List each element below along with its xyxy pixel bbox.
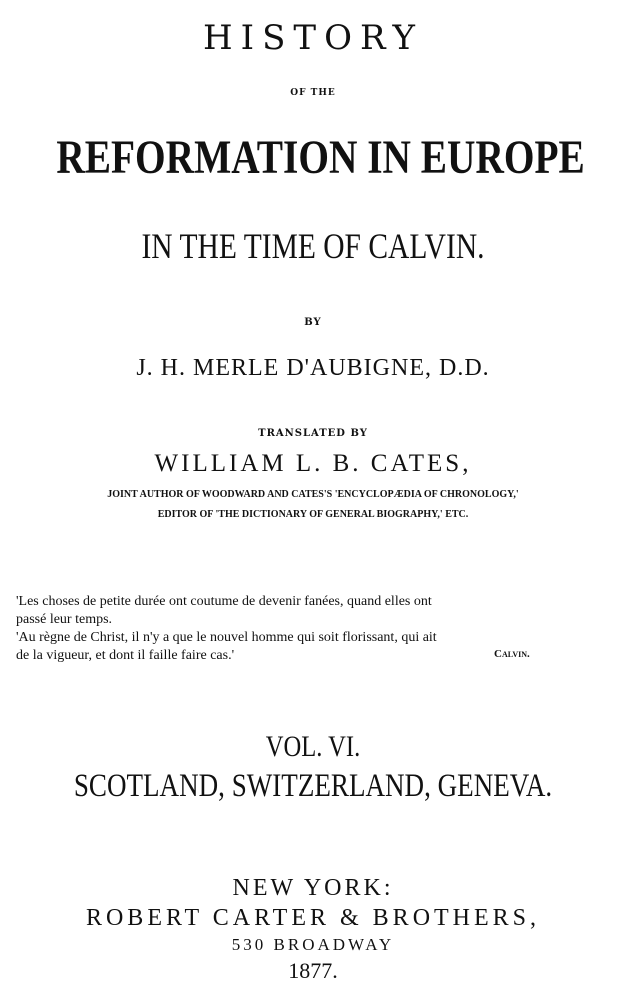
- translator-credit-2: EDITOR OF 'THE DICTIONARY OF GENERAL BIOGRAPHY,' ETC.: [157, 509, 469, 520]
- epigraph-line-4: de la vigueur, et dont il faille faire cas.': [16, 648, 235, 663]
- volume-number: VOL. VI.: [265, 730, 361, 763]
- imprint-publisher: ROBERT CARTER & BROTHERS,: [85, 905, 541, 931]
- main-title: REFORMATION IN EUROPE: [56, 131, 585, 184]
- epigraph-attribution: Calvin.: [494, 648, 530, 660]
- imprint-place: NEW YORK:: [232, 875, 394, 901]
- imprint-year: 1877.: [288, 958, 338, 983]
- title-history: HISTORY: [203, 18, 423, 58]
- translated-by-label: TRANSLATED BY: [258, 428, 368, 439]
- epigraph-line-1: 'Les choses de petite durée ont coutume de devenir fanées, quand elles ont: [16, 594, 432, 609]
- epigraph-line-3: 'Au règne de Christ, il n'y a que le nouvel homme qui soit florissant, qui ait: [16, 630, 437, 645]
- title-of-the: OF THE: [290, 88, 336, 98]
- epigraph-line-2: passé leur temps.: [16, 612, 113, 627]
- by-label: BY: [304, 317, 322, 328]
- author-name: J. H. MERLE D'AUBIGNE, D.D.: [136, 355, 490, 381]
- subtitle: IN THE TIME OF CALVIN.: [141, 226, 485, 266]
- translator-credit-1: JOINT AUTHOR OF WOODWARD AND CATES'S 'ENCYCLOPÆDIA OF CHRONOLOGY,': [107, 489, 519, 500]
- imprint-address: 530 BROADWAY: [231, 935, 395, 954]
- volume-subtitle: SCOTLAND, SWITZERLAND, GENEVA.: [73, 768, 553, 804]
- translator-name: WILLIAM L. B. CATES,: [154, 450, 472, 477]
